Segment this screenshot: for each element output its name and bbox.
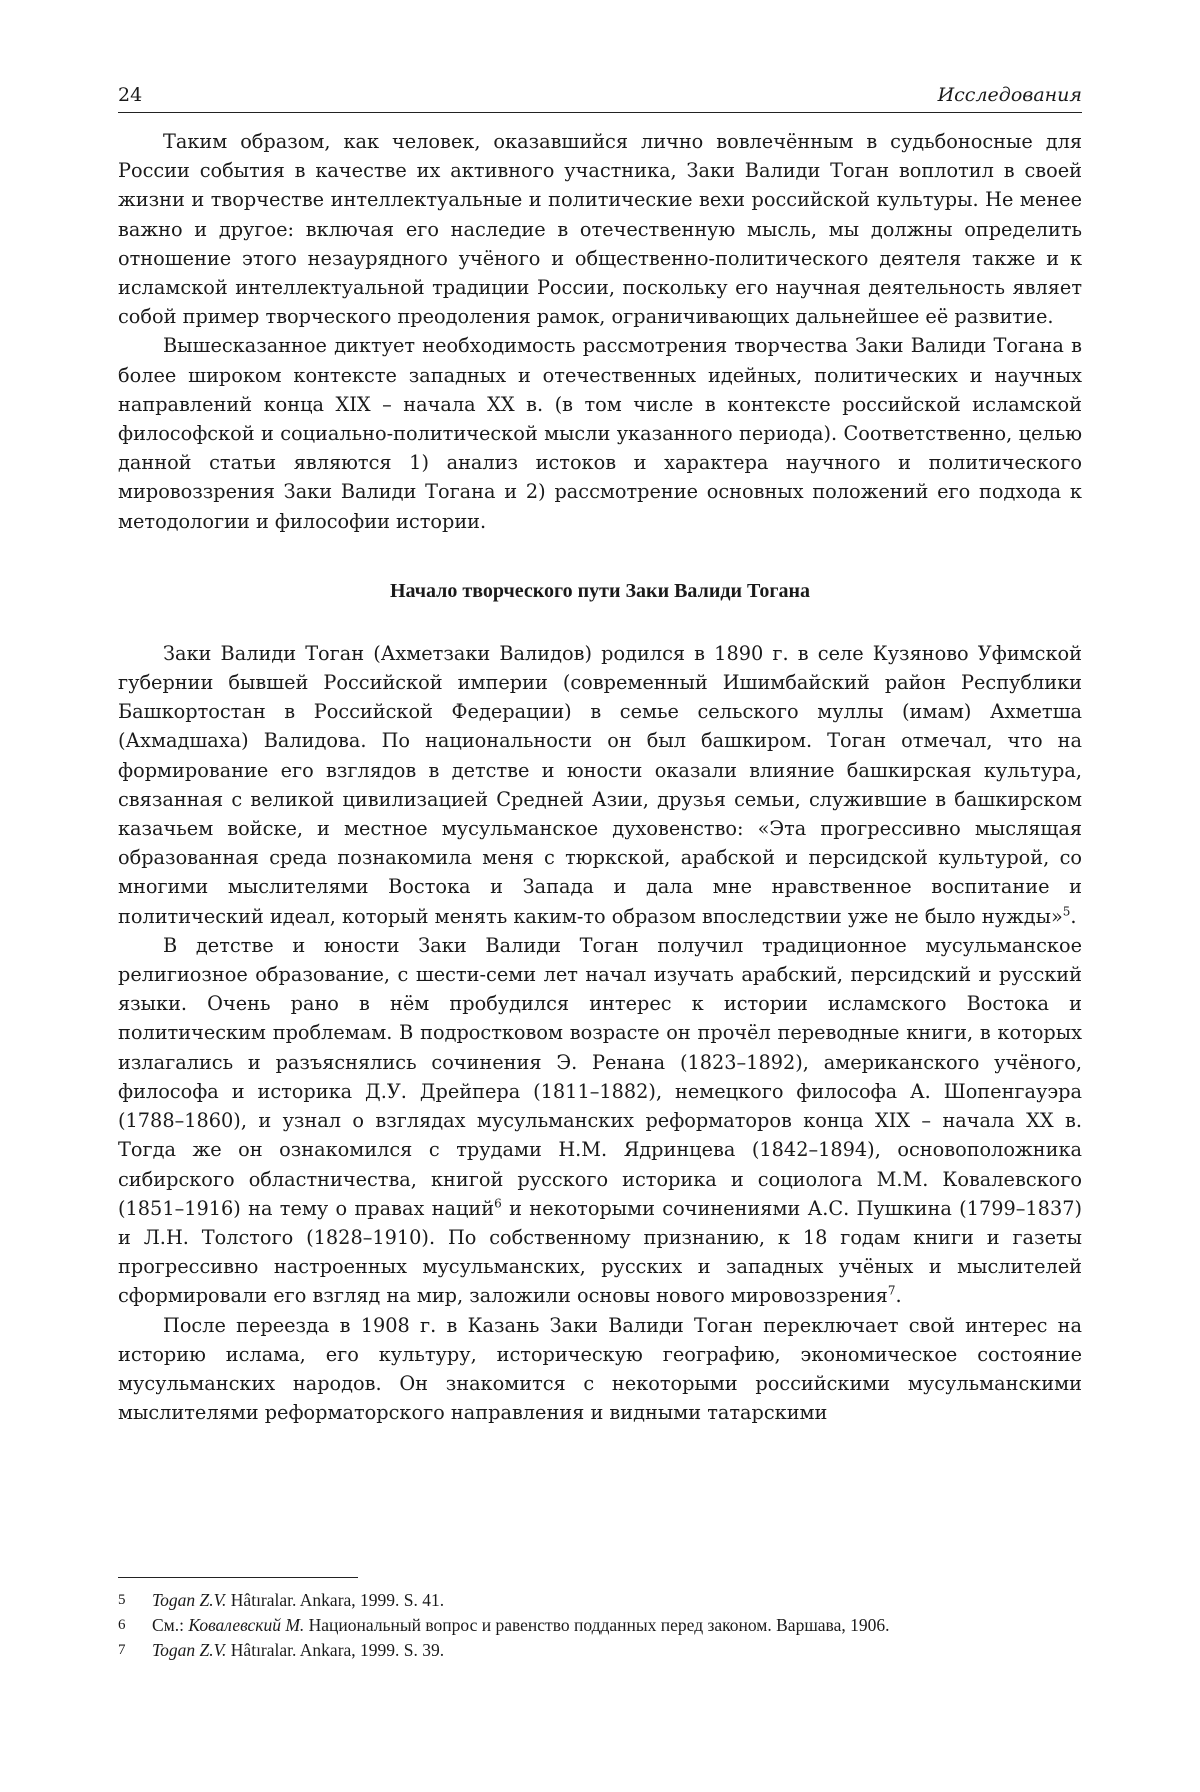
body-text [118, 127, 1082, 1427]
running-head [118, 84, 1082, 113]
footnote-author: Ковалевский М. [188, 1615, 305, 1635]
paragraph-birth [118, 639, 1082, 931]
footnote-5 [118, 1588, 1082, 1613]
paragraph-purpose: Вышесказанное диктует необходимость рассмотрения творчества Заки Валиди Тогана в более широком контексте западных и отечественных идейных, политических и научных направлений конца XIX – начала XX в. (в том числе в контексте российской исламской философской и социально-политической мысли указанного периода). Соответственно, целью данной статьи являются 1) анализ истоков и характера научного и политического мировоззрения Заки Валиди Тогана и 2) рассмотрение основных положений его подхода к методологии и философии истории. [118, 334, 1082, 533]
paragraph-childhood-part2: и некоторыми сочинениями А.С. Пушкина (1799–1837) и Л.Н. Толстого (1828–1910). По собственному признанию, к 18 годам книги и газеты прогрессивно настроенных мусульманских, русских и западных учёных и мыслителей сформировали его взгляд на мир, заложили основы нового мировоззрения [118, 1196, 1082, 1308]
footnote-7 [118, 1638, 1082, 1663]
footnote-ref-5[interactable]: 5 [1062, 904, 1071, 919]
footnote-text [152, 1588, 444, 1613]
section-heading: Начало творческого пути Заки Валиди Тогана [389, 579, 811, 602]
paragraph-conclusion: Таким образом, как человек, оказавшийся лично вовлечённым в судьбоносные для России события в качестве их активного участника, Заки Валиди Тоган воплотил в своей жизни и творчестве интеллектуальные и политические вехи российской культуры. Не менее важно и другое: включая его наследие в отечественную мысль, мы должны определить отношение этого незаурядного учёного и общественно-политического деятеля также и к исламской интеллектуальной традиции России, поскольку его научная деятельность являет собой пример творческого преодоления рамок, ограничивающих дальнейшее её развитие. [118, 130, 1082, 329]
footnote-text [152, 1638, 444, 1663]
footnote-6 [118, 1613, 1082, 1638]
footnote-author: Togan Z.V. [152, 1640, 227, 1660]
paragraph-childhood-end: . [895, 1284, 902, 1308]
paragraph-childhood [118, 931, 1082, 1311]
footnote-number: 7 [118, 1642, 126, 1658]
footnote-number: 6 [118, 1617, 126, 1633]
paragraph-birth-end: . [1070, 904, 1077, 928]
paragraph-birth-text: Заки Валиди Тоган (Ахметзаки Валидов) родился в 1890 г. в селе Кузяново Уфимской губернии бывшей Российской империи (современный Ишимбайский район Республики Башкортостан в Российской Федерации) в семье сельского муллы (имам) Ахметша (Ахмадшаха) Валидова. По национальности он был башкиром. Тоган отмечал, что на формирование его взглядов в детстве и юности оказали влияние башкирская культура, связанная с великой цивилизацией Средней Азии, друзья семьи, служившие в башкирском казачьем войске, и местное мусульманское духовенство: «Эта прогрессивно мыслящая образованная среда познакомила меня с тюркской, арабской и персидской культурой, со многими мыслителями Востока и Запада и дала мне нравственное воспитание и политический идеал, который менять каким-то образом впоследствии уже не было нужды» [118, 641, 1082, 928]
page [118, 84, 1082, 1427]
footnote-ref-7[interactable]: 7 [887, 1283, 896, 1298]
page-number: 24 [118, 84, 143, 106]
footnote-text [152, 1613, 889, 1638]
section-title: Исследования [937, 84, 1082, 106]
footnote-prefix: См.: [152, 1615, 189, 1635]
paragraph-childhood-part1: В детстве и юности Заки Валиди Тоган получил традиционное мусульманское религиозное образование, с шести-семи лет начал изучать арабский, персидский и русский языки. Очень рано в нём пробудился интерес к истории исламского Востока и политическим проблемам. В подростковом возрасте он прочёл переводные книги, в которых излагались и разъяснялись сочинения Э. Ренана (1823–1892), американского учёного, философа и историка Д.У. Дрейпера (1811–1882), немецкого философа А. Шопенгауэра (1788–1860), и узнал о взглядах мусульманских реформаторов конца XIX – начала XX в. Тогда же он ознакомился с трудами Н.М. Ядринцева (1842–1894), основоположника сибирского областничества, книгой русского историка и социолога М.М. Ковалевского (1851–1916) на тему о правах наций [118, 933, 1082, 1220]
paragraph-kazan: После переезда в 1908 г. в Казань Заки Валиди Тоган переключает свой интерес на историю ислама, его культуру, историческую географию, экономическое состояние мусульманских народов. Он знакомится с некоторыми российскими мусульманскими мыслителями реформаторского направления и видными татарскими [118, 1313, 1082, 1425]
footnote-citation: Национальный вопрос и равенство подданных перед законом. Варшава, 1906. [304, 1615, 890, 1635]
footnotes [118, 1588, 1082, 1663]
footnote-ref-6[interactable]: 6 [494, 1196, 502, 1211]
footnote-citation: Hâtıralar. Ankara, 1999. S. 41. [226, 1590, 445, 1610]
footnote-author: Togan Z.V. [152, 1590, 227, 1610]
footnote-citation: Hâtıralar. Ankara, 1999. S. 39. [226, 1640, 445, 1660]
footnote-rule [118, 1577, 358, 1578]
footnote-number: 5 [118, 1592, 126, 1608]
